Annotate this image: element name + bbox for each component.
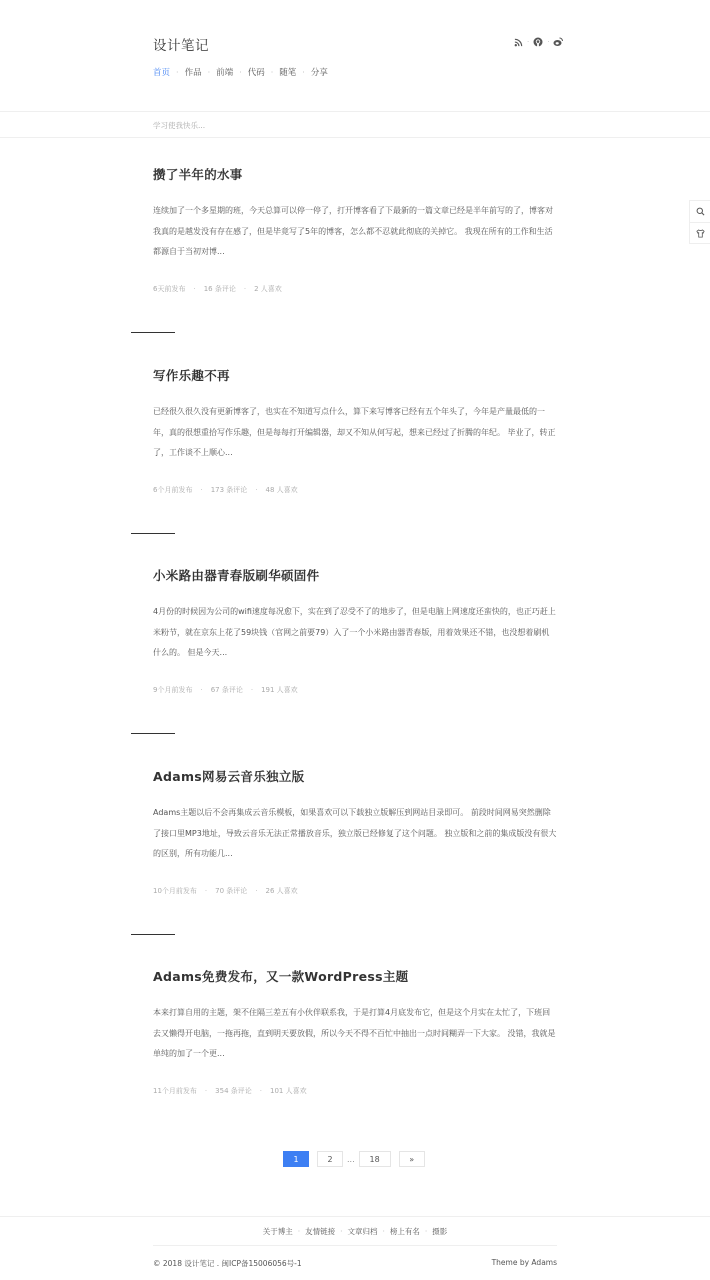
- post-comments[interactable]: 173 条评论: [210, 486, 248, 494]
- post-date: 6个月前发布: [153, 486, 193, 494]
- github-icon[interactable]: [533, 37, 543, 47]
- footer-link-ranking[interactable]: 榜上有名: [389, 1227, 420, 1236]
- post-likes: 26 人喜欢: [265, 887, 298, 895]
- post-date: 6天前发布: [153, 285, 186, 293]
- nav-item-works[interactable]: 作品: [184, 68, 202, 78]
- post-title[interactable]: 攒了半年的水事: [153, 167, 243, 182]
- post-date: 11个月前发布: [153, 1087, 197, 1095]
- post-comments[interactable]: 16 条评论: [203, 285, 236, 293]
- social-links: [513, 37, 563, 47]
- page-last-button[interactable]: 18: [359, 1151, 391, 1167]
- page-2-button[interactable]: 2: [317, 1151, 343, 1167]
- nav-separator: ·: [239, 67, 242, 77]
- nav-item-essays[interactable]: 随笔: [279, 68, 297, 78]
- copyright-text: © 2018 设计笔记 . 闽ICP备15006056号-1: [153, 1259, 302, 1268]
- footer-link-photography[interactable]: 摄影: [432, 1227, 448, 1236]
- site-title[interactable]: 设计笔记: [153, 38, 209, 54]
- post-divider: [131, 934, 175, 935]
- nav-separator: ·: [302, 67, 305, 77]
- nav-item-home[interactable]: 首页: [153, 68, 171, 78]
- footer-divider: [153, 1245, 557, 1246]
- post-item: [153, 967, 557, 1095]
- nav-separator: ·: [176, 67, 179, 77]
- shirt-icon[interactable]: [690, 222, 710, 243]
- post-excerpt: 已经很久很久没有更新博客了，也实在不知道写点什么，算下来写博客已经有五个年头了，今年是产量最低的一年，真的很想重拾写作乐趣，但是每每打开编辑器，却又不知从何写起，想来已经过了折腾的年纪。 毕业了，转正了，工作谈不上顺心...: [153, 407, 556, 457]
- post-likes: 2 人喜欢: [254, 285, 282, 293]
- nav-item-frontend[interactable]: 前端: [216, 68, 234, 78]
- tagline-bar: [0, 112, 710, 138]
- pagination-ellipsis: ...: [347, 1154, 355, 1164]
- post-meta: 6个月前发布 · 173 条评论 · 48 人喜欢: [153, 486, 298, 494]
- post-meta: 10个月前发布 · 70 条评论 · 26 人喜欢: [153, 887, 298, 895]
- post-item: [153, 767, 557, 895]
- post-likes: 191 人喜欢: [261, 686, 298, 694]
- post-divider: [131, 332, 175, 333]
- post-meta: 11个月前发布 · 354 条评论 · 101 人喜欢: [153, 1087, 307, 1095]
- post-excerpt: 4月份的时候因为公司的wifi速度每况愈下，实在到了忍受不了的地步了，但是电脑上网速度还蛮快的，也正巧赶上米粉节，就在京东上花了59块钱（官网之前要79）入了一个小米路由器青春版，用着效果还不错，也没想着刷机什么的。 但是今天...: [153, 607, 556, 657]
- site-tagline: 学习使我快乐...: [153, 121, 206, 130]
- post-excerpt: 本来打算自用的主题，架不住隔三差五有小伙伴联系我，于是打算4月底发布它，但是这个月实在太忙了，下班回去又懒得开电脑，一拖再拖，直到明天要放假，所以今天不得不百忙中抽出一点时间糊弄一下大家。 没错，我就是单纯的加了一个更...: [153, 1008, 556, 1058]
- post-title[interactable]: 小米路由器青春版刷华硕固件: [153, 568, 320, 583]
- social-separator: ·: [547, 38, 550, 46]
- main-nav: [153, 66, 328, 78]
- site-footer: [0, 1216, 710, 1280]
- rss-icon[interactable]: [513, 37, 523, 47]
- footer-links: 关于博主 · 友情链接 · 文章归档 · 榜上有名 · 摄影: [262, 1227, 448, 1236]
- post-title[interactable]: 写作乐趣不再: [153, 368, 230, 383]
- nav-item-code[interactable]: 代码: [247, 68, 265, 78]
- post-title[interactable]: Adams网易云音乐独立版: [153, 769, 305, 784]
- next-page-button[interactable]: »: [399, 1151, 425, 1167]
- side-tools: [689, 200, 710, 244]
- post-divider: [131, 533, 175, 534]
- post-excerpt: 连续加了一个多星期的班，今天总算可以停一停了，打开博客看了下最新的一篇文章已经是半年前写的了，博客对我真的是越发没有存在感了，但是毕竟写了5年的博客，怎么都不忍就此彻底的关掉它。 我现在所有的工作和生活都源自于当初对博...: [153, 206, 553, 256]
- post-comments[interactable]: 67 条评论: [210, 686, 243, 694]
- post-comments[interactable]: 70 条评论: [215, 887, 248, 895]
- nav-item-share[interactable]: 分享: [310, 68, 328, 78]
- weibo-icon[interactable]: [553, 37, 563, 47]
- post-divider: [131, 733, 175, 734]
- post-item: [153, 566, 557, 694]
- social-separator: ·: [527, 38, 530, 46]
- post-likes: 101 人喜欢: [269, 1087, 307, 1095]
- post-date: 9个月前发布: [153, 686, 193, 694]
- pagination: [283, 1151, 425, 1167]
- post-item: [153, 165, 557, 293]
- post-meta: 9个月前发布 · 67 条评论 · 191 人喜欢: [153, 686, 298, 694]
- site-header: [0, 0, 710, 112]
- footer-link-archive[interactable]: 文章归档: [347, 1227, 378, 1236]
- nav-separator: ·: [207, 67, 211, 77]
- post-date: 10个月前发布: [153, 887, 197, 895]
- footer-link-about[interactable]: 关于博主: [262, 1227, 293, 1236]
- post-excerpt: Adams主题以后不会再集成云音乐模板，如果喜欢可以下载独立版解压到网站目录即可。 前段时间网易突然删除了接口里MP3地址，导致云音乐无法正常播放音乐，独立版已经修复了这个问题。 独立版和之前的集成版没有很大的区别，所有功能几...: [153, 808, 557, 858]
- post-title[interactable]: Adams免费发布，又一款WordPress主题: [153, 969, 409, 984]
- post-meta: 6天前发布 · 16 条评论 · 2 人喜欢: [153, 285, 282, 293]
- search-icon[interactable]: [690, 201, 710, 222]
- post-item: [153, 366, 557, 494]
- page-1-button[interactable]: 1: [283, 1151, 309, 1167]
- post-comments[interactable]: 354 条评论: [215, 1087, 252, 1095]
- nav-separator: ·: [270, 67, 274, 77]
- footer-link-friends[interactable]: 友情链接: [305, 1227, 336, 1236]
- post-likes: 48 人喜欢: [265, 486, 298, 494]
- theme-credit[interactable]: Theme by Adams: [491, 1258, 557, 1267]
